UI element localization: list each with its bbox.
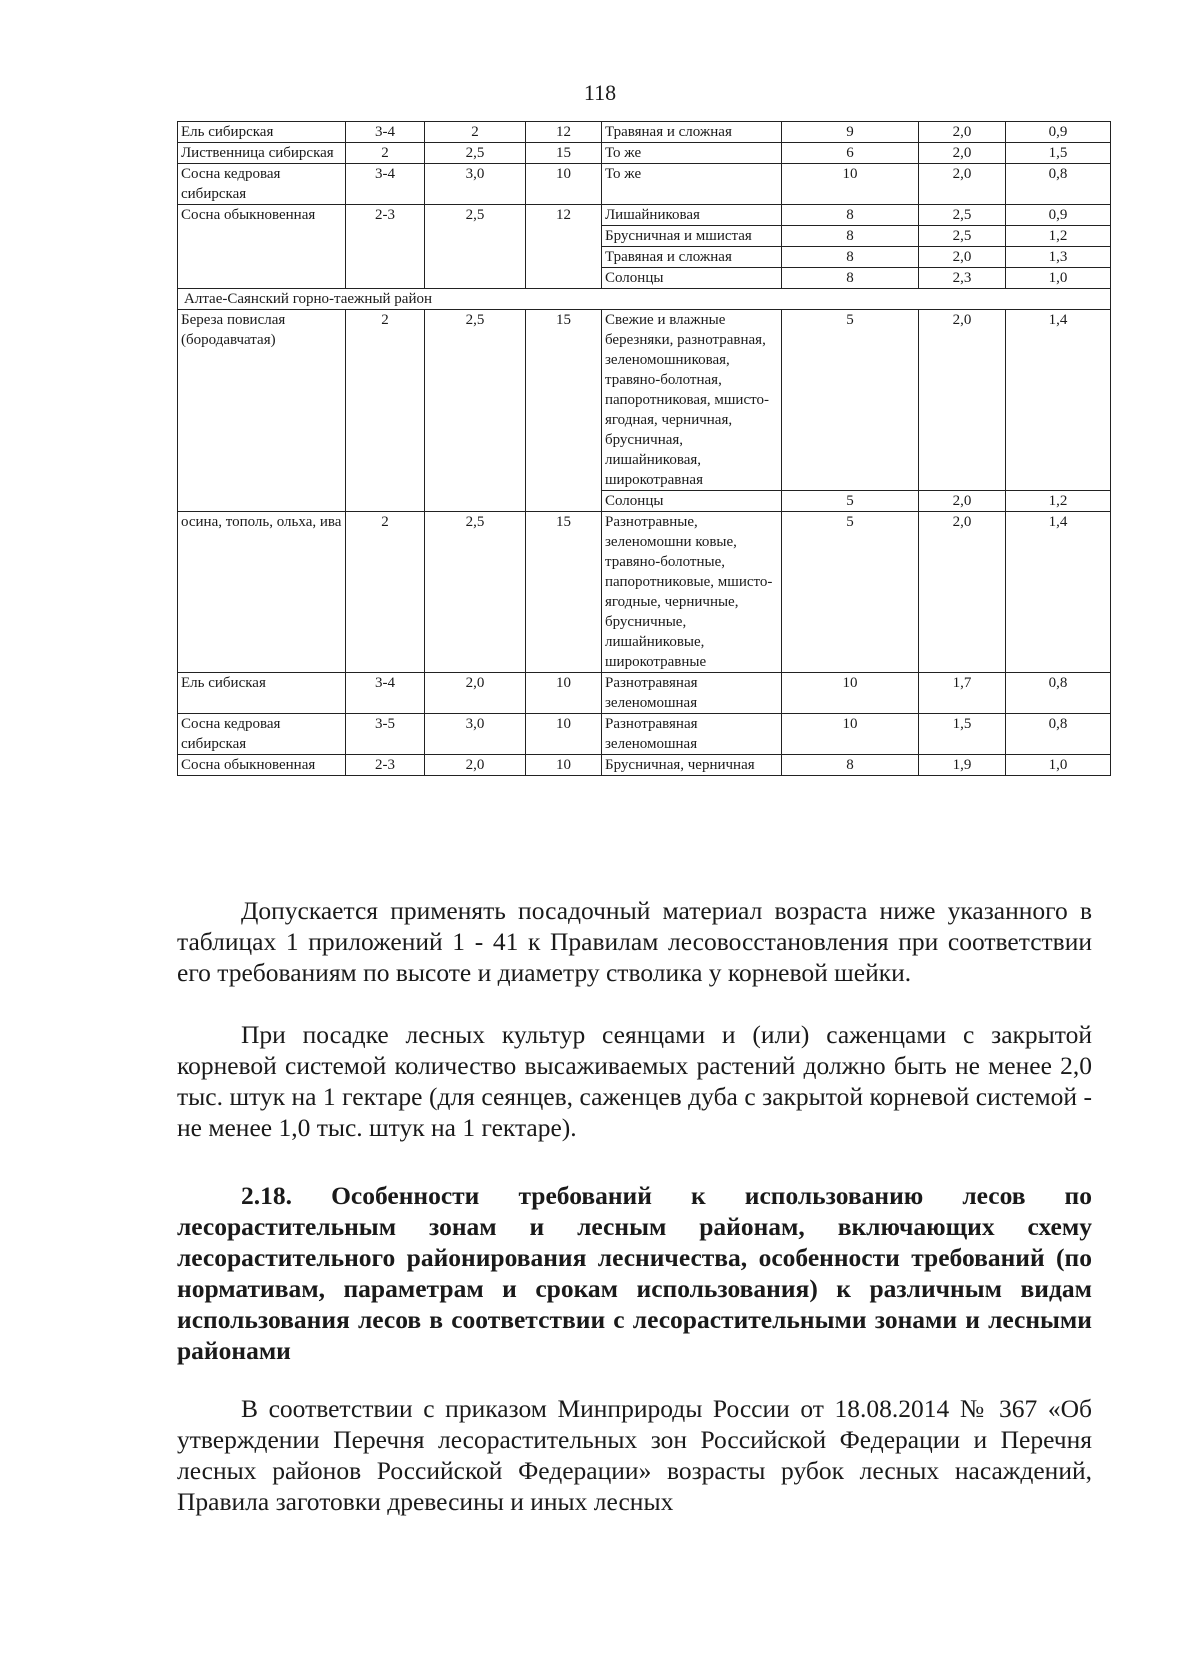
species-cell: Сосна обыкновенная [178,755,346,776]
value-cell: 10 [526,164,602,205]
section-heading: 2.18. Особенности требований к использованию лесов по лесорастительным зонам и лесным районам, включающих схему лесорастительного районирования лесничества, особенности требований (по нормативам, параметрам и срокам использования) к различным видам использования лесов в соответствии с лесорастительными зонами и лесными районами [177,1181,1092,1365]
value-cell: 2,5 [919,226,1006,247]
value-cell: 2,5 [425,143,526,164]
value-cell: 2,0 [919,164,1006,205]
value-cell: 15 [526,310,602,512]
planting-norms-table [177,121,1111,776]
forest-type-cell: Свежие и влажные березняки, разнотравная, зеленомошниковая, травяно-болотная, папоротниковая, мшисто-ягодная, черничная, брусничная, лишайниковая, широкотравная [602,310,782,491]
value-cell: 3-4 [346,122,425,143]
forest-type-cell: То же [602,164,782,205]
value-cell: 10 [526,714,602,755]
value-cell: 2,0 [425,755,526,776]
value-cell: 2,0 [919,310,1006,491]
forest-type-cell: Разнотравяная зеленомошная [602,673,782,714]
table-row [178,755,1111,776]
value-cell: 1,3 [1006,247,1111,268]
forest-type-cell: Брусничная и мшистая [602,226,782,247]
value-cell: 3-4 [346,164,425,205]
value-cell: 2 [346,512,425,673]
value-cell: 1,5 [919,714,1006,755]
value-cell: 0,8 [1006,714,1111,755]
value-cell: 1,5 [1006,143,1111,164]
value-cell: 2,5 [919,205,1006,226]
value-cell: 15 [526,143,602,164]
value-cell: 5 [782,512,919,673]
value-cell: 10 [526,755,602,776]
value-cell: 1,7 [919,673,1006,714]
forest-type-cell: Лишайниковая [602,205,782,226]
value-cell: 1,0 [1006,755,1111,776]
forest-type-cell: Солонцы [602,268,782,289]
table-row [178,164,1111,205]
forest-type-cell: Травяная и сложная [602,247,782,268]
table-row [178,310,1111,491]
value-cell: 3,0 [425,164,526,205]
value-cell: 8 [782,247,919,268]
table-row [178,512,1111,673]
value-cell: 0,8 [1006,164,1111,205]
value-cell: 0,9 [1006,205,1111,226]
value-cell: 2-3 [346,755,425,776]
value-cell: 1,2 [1006,226,1111,247]
value-cell: 3-4 [346,673,425,714]
paragraph-planting-age [177,895,1092,988]
paragraph-closed-root [177,1019,1092,1143]
forest-type-cell: Разнотравяная зеленомошная [602,714,782,755]
table-row [178,673,1111,714]
value-cell: 2,0 [425,673,526,714]
value-cell: 2 [425,122,526,143]
value-cell: 1,4 [1006,512,1111,673]
value-cell: 8 [782,205,919,226]
value-cell: 2 [346,310,425,512]
table-body [178,122,1111,776]
species-cell: Сосна кедровая сибирская [178,714,346,755]
forest-type-cell: Брусничная, черничная [602,755,782,776]
value-cell: 9 [782,122,919,143]
value-cell: 10 [782,673,919,714]
value-cell: 8 [782,226,919,247]
species-cell: Ель сибиская [178,673,346,714]
forest-type-cell: Травяная и сложная [602,122,782,143]
value-cell: 1,4 [1006,310,1111,491]
value-cell: 10 [526,673,602,714]
table-region-row [178,289,1111,310]
forest-type-cell: То же [602,143,782,164]
value-cell: 2,0 [919,247,1006,268]
value-cell: 6 [782,143,919,164]
value-cell: 8 [782,268,919,289]
value-cell: 3,0 [425,714,526,755]
value-cell: 5 [782,310,919,491]
region-name: Алтае-Саянский горно-таежный район [178,289,1111,310]
species-cell: Сосна кедровая сибирская [178,164,346,205]
species-cell: Лиственница сибирская [178,143,346,164]
forest-type-cell: Разнотравные, зеленомошни ковые, травяно-болотные, папоротниковые, мшисто-ягодные, черничные, брусничные, лишайниковые, широкотравные [602,512,782,673]
table-row [178,122,1111,143]
value-cell: 2,3 [919,268,1006,289]
value-cell: 2 [346,143,425,164]
table-row [178,205,1111,226]
value-cell: 12 [526,205,602,289]
value-cell: 1,0 [1006,268,1111,289]
value-cell: 2-3 [346,205,425,289]
value-cell: 2,0 [919,122,1006,143]
paragraph-text: В соответствии с приказом Минприроды России от 18.08.2014 № 367 «Об утверждении Перечня лесорастительных зон Российской Федерации и Перечня лесных районов Российской Федерации» возрасты рубок лесных насаждений, Правила заготовки древесины и иных лесных [177,1394,1092,1516]
value-cell: 2,5 [425,310,526,512]
value-cell: 2,5 [425,205,526,289]
paragraph-order [177,1393,1092,1517]
value-cell: 5 [782,491,919,512]
value-cell: 3-5 [346,714,425,755]
value-cell: 10 [782,164,919,205]
paragraph-text: Допускается применять посадочный материал возраста ниже указанного в таблицах 1 приложений 1 - 41 к Правилам лесовосстановления при соответствии его требованиям по высоте и диаметру стволика у корневой шейки. [177,896,1092,987]
species-cell: Ель сибирская [178,122,346,143]
value-cell: 12 [526,122,602,143]
value-cell: 2,0 [919,491,1006,512]
value-cell: 2,0 [919,143,1006,164]
species-cell: осина, тополь, ольха, ива [178,512,346,673]
value-cell: 15 [526,512,602,673]
value-cell: 2,0 [919,512,1006,673]
value-cell: 8 [782,755,919,776]
table-row [178,143,1111,164]
value-cell: 0,9 [1006,122,1111,143]
species-cell: Сосна обыкновенная [178,205,346,289]
value-cell: 2,5 [425,512,526,673]
value-cell: 10 [782,714,919,755]
paragraph-text: При посадке лесных культур сеянцами и (или) саженцами с закрытой корневой системой количество высаживаемых растений должно быть не менее 2,0 тыс. штук на 1 гектаре (для сеянцев, саженцев дуба с закрытой корневой системой - не менее 1,0 тыс. штук на 1 гектаре). [177,1020,1092,1142]
species-cell: Береза повислая (бородавчатая) [178,310,346,512]
value-cell: 1,2 [1006,491,1111,512]
table-row [178,714,1111,755]
value-cell: 1,9 [919,755,1006,776]
page-number: 118 [583,80,617,105]
value-cell: 0,8 [1006,673,1111,714]
forest-type-cell: Солонцы [602,491,782,512]
